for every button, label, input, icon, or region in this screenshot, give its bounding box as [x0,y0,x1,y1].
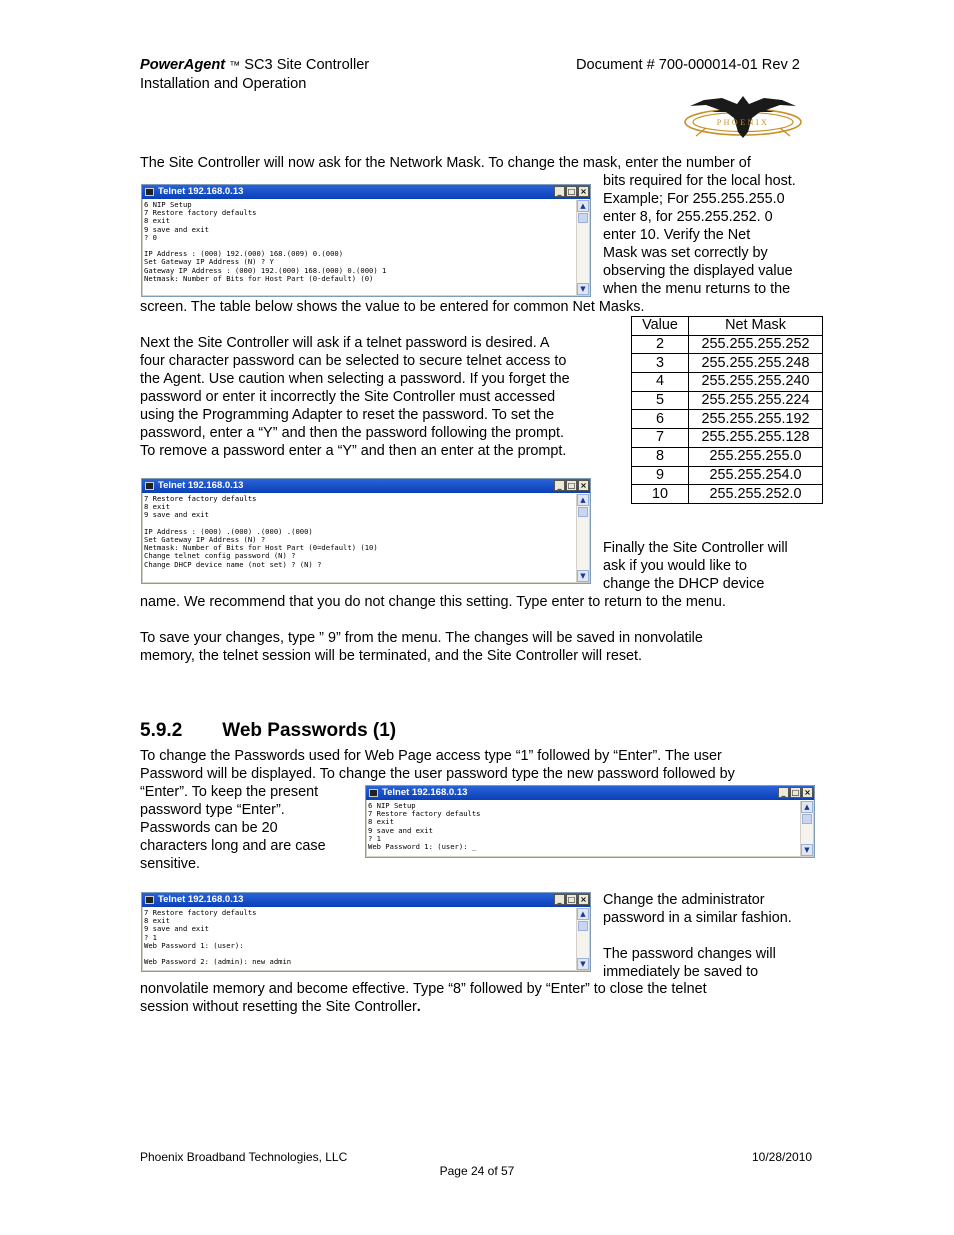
table-cell: 3 [632,354,689,373]
table-row [632,447,823,466]
console-line: IP Address : (000) 192.(000) 168.(009) 0.(000) [144,249,344,259]
netmask-para-line1: The Site Controller will now ask for the Network Mask. To change the mask, enter the number of [140,155,751,171]
telnet-title-bar[interactable] [366,786,814,800]
table-cell: 6 [632,410,689,429]
console-line: 6 NIP Setup [368,802,416,810]
footer-company: Phoenix Broadband Technologies, LLC [140,1150,348,1164]
telnet-window-web-password-1 [365,785,815,858]
closing-line: session without resetting the Site Controller [140,999,417,1015]
netmask-side-line: Mask was set correctly by [603,245,768,261]
telnet-app-icon [369,789,378,797]
admin-line: Change the administrator [603,892,765,908]
netmask-side-line: enter 8, for 255.255.252. 0 [603,209,773,225]
table-row [632,391,823,410]
console-line: 7 Restore factory defaults [144,909,257,917]
table-row [632,335,823,354]
intro-line: To change the Passwords used for Web Page access type “1” followed by “Enter”. The user [140,748,722,764]
product-name: PowerAgent [140,57,226,73]
document-header [140,56,369,93]
dhcp-side-line: ask if you would like to [603,558,747,574]
closing-period: . [416,999,421,1015]
minimize-icon[interactable]: _ [554,186,565,197]
side-line: “Enter”. To keep the present [140,784,319,800]
netmask-table [631,316,823,504]
console-line: Change DHCP device name (not set) ? (N) ? [144,559,322,569]
netmask-para-last: screen. The table below shows the value to be entered for common Net Masks. [140,299,645,315]
scroll-thumb[interactable] [802,814,812,824]
netmask-side-line: Example; For 255.255.255.0 [603,191,785,207]
web-password-intro [140,747,735,783]
netmask-side-text [603,172,796,298]
console-line: 9 save and exit [144,224,209,234]
table-row [632,354,823,373]
telnet-window-web-password-2 [141,892,591,972]
telnet-app-icon [145,188,154,196]
table-cell: 255.255.255.248 [689,354,823,373]
console-line: Netmask: Number of Bits for Host Part (0=default) (10) [144,543,378,553]
dhcp-para-last: name. We recommend that you do not change this setting. Type enter to return to the menu. [140,594,726,610]
document-subtitle: Installation and Operation [140,76,307,92]
telnet-scrollbar[interactable] [800,801,813,856]
telnet-scrollbar[interactable] [576,908,589,970]
telnet-window-password [141,478,591,584]
console-line: 8 exit [144,216,170,226]
telnet-console[interactable] [144,201,576,294]
telnet-title-bar[interactable] [142,479,590,493]
table-cell: 255.255.255.0 [689,447,823,466]
telnet-title-bar[interactable] [142,185,590,199]
console-line: 8 exit [368,817,394,827]
save-line: To save your changes, type ” 9” from the menu. The changes will be saved in nonvolatile [140,630,703,646]
console-line: IP Address : (000) .(000) .(000) .(000) [144,526,313,536]
scroll-down-icon[interactable]: ▼ [577,283,589,295]
table-cell: 10 [632,485,689,504]
console-line: Netmask: Number of Bits for Host Part (0-default) (0) [144,273,374,283]
netmask-side-line: when the menu returns to the [603,281,791,297]
console-line: 8 exit [144,916,170,926]
minimize-icon[interactable]: _ [778,787,789,798]
scroll-up-icon[interactable]: ▲ [577,494,589,506]
closing-paragraph [140,980,707,1016]
close-icon[interactable]: × [802,787,813,798]
table-cell: 255.255.255.128 [689,429,823,448]
console-line: 7 Restore factory defaults [144,208,257,218]
console-line: 7 Restore factory defaults [368,809,481,819]
table-cell: 255.255.255.192 [689,410,823,429]
dhcp-side-line: Finally the Site Controller will [603,540,788,556]
table-cell: 255.255.255.224 [689,391,823,410]
netmask-side-line: enter 10. Verify the Net [603,227,751,243]
telnet-app-icon [145,482,154,490]
section-number: 5.9.2 [140,720,183,741]
side-line: sensitive. [140,856,200,872]
telnet-title: Telnet 192.168.0.13 [158,480,244,491]
effect-line: The password changes will [603,946,776,962]
effect-line: immediately be saved to [603,964,759,980]
table-row [632,429,823,448]
product-rest: SC3 Site Controller [240,57,370,73]
telnet-title: Telnet 192.168.0.13 [158,186,244,197]
netmask-side-line: bits required for the local host. [603,173,796,189]
section-heading [140,720,396,742]
console-line: 7 Restore factory defaults [144,495,257,503]
scroll-up-icon[interactable]: ▲ [801,801,813,813]
password-line: password or enter it incorrectly the Site Controller must accessed [140,389,556,405]
intro-line: Password will be displayed. To change the user password type the new password followed by [140,766,735,782]
telnet-scrollbar[interactable] [576,494,589,582]
table-header: Value [632,317,689,336]
minimize-icon[interactable]: _ [554,894,565,905]
closing-line: nonvolatile memory and become effective. Type “8” followed by “Enter” to close the telnet [140,981,707,997]
scroll-thumb[interactable] [578,213,588,223]
side-line: characters long and are case [140,838,326,854]
document-number: Document # 700-000014-01 Rev 2 [576,57,800,73]
maximize-icon[interactable]: □ [567,187,576,196]
password-line: using the Programming Adapter to reset the password. To set the [140,407,555,423]
close-icon[interactable]: × [578,894,589,905]
netmask-side-line: observing the displayed value [603,263,793,279]
close-icon[interactable]: × [578,186,589,197]
table-cell: 4 [632,373,689,392]
save-paragraph [140,629,703,665]
table-cell: 255.255.252.0 [689,485,823,504]
minimize-icon[interactable]: _ [554,480,565,491]
scroll-thumb[interactable] [578,921,588,931]
table-cell: 8 [632,447,689,466]
console-line: 9 save and exit [144,924,209,934]
maximize-icon[interactable]: □ [567,895,576,904]
scroll-down-icon[interactable]: ▼ [577,570,589,582]
table-cell: 2 [632,335,689,354]
scroll-down-icon[interactable]: ▼ [577,958,589,970]
trademark: ™ [229,60,241,72]
telnet-window-netmask [141,184,591,297]
side-line: password type “Enter”. [140,802,285,818]
save-line: memory, the telnet session will be terminated, and the Site Controller will reset. [140,648,643,664]
console-line: Web Password 1: (user): _ [368,842,477,852]
close-icon[interactable]: × [578,480,589,491]
table-cell: 255.255.255.252 [689,335,823,354]
table-cell: 255.255.255.240 [689,373,823,392]
console-line: Gateway IP Address : (000) 192.(000) 168.(000) 0.(000) 1 [144,265,387,275]
section-title: Web Passwords (1) [222,720,397,741]
telnet-title-bar[interactable] [142,893,590,907]
table-cell: 9 [632,466,689,485]
console-line: ? 1 [368,833,381,843]
table-row [632,410,823,429]
admin-side-text [603,891,792,927]
password-line: four character password can be selected to secure telnet access to [140,353,567,369]
table-row [632,373,823,392]
console-line: 8 exit [144,502,170,512]
scroll-down-icon[interactable]: ▼ [801,844,813,856]
console-line: Set Gateway IP Address (N) ? Y [144,257,274,267]
table-row [632,485,823,504]
phoenix-logo [682,92,804,142]
password-line: password, enter a “Y” and then the password following the prompt. [140,425,564,441]
telnet-console[interactable] [144,909,576,969]
logo-text: PHOENIX [716,118,770,127]
telnet-title: Telnet 192.168.0.13 [382,787,468,798]
console-line: ? 1 [144,932,157,942]
table-header-row [632,317,823,336]
console-line: Web Password 2: (admin): new admin [144,957,292,967]
console-line: 6 NIP Setup [144,201,192,209]
table-cell: 7 [632,429,689,448]
telnet-console[interactable] [368,802,800,855]
table-cell: 5 [632,391,689,410]
console-line: Set Gateway IP Address (N) ? [144,535,266,545]
console-line: Change telnet config password (N) ? [144,551,296,561]
admin-line: password in a similar fashion. [603,910,792,926]
maximize-icon[interactable]: □ [567,481,576,490]
password-line: To remove a password enter a “Y” and then an enter at the prompt. [140,443,567,459]
console-line: ? 0 [144,232,157,242]
dhcp-side-line: change the DHCP device [603,576,765,592]
telnet-app-icon [145,896,154,904]
password-line: the Agent. Use caution when selecting a password. If you forget the [140,371,570,387]
footer-page-number: Page 24 of 57 [439,1164,515,1178]
password-line: Next the Site Controller will ask if a telnet password is desired. A [140,335,550,351]
dhcp-side-text [603,539,788,593]
table-header: Net Mask [689,317,823,336]
footer-date: 10/28/2010 [752,1150,813,1164]
console-line: Web Password 1: (user): [144,940,244,950]
password-paragraph [140,334,570,460]
side-line: Passwords can be 20 [140,820,278,836]
telnet-scrollbar[interactable] [576,200,589,295]
telnet-console[interactable] [144,495,576,581]
console-line: 9 save and exit [368,825,433,835]
table-row [632,466,823,485]
maximize-icon[interactable]: □ [791,788,800,797]
table-cell: 255.255.254.0 [689,466,823,485]
effect-side-text [603,945,776,981]
scroll-up-icon[interactable]: ▲ [577,908,589,920]
console-line: 9 save and exit [144,510,209,520]
web-password-side-text [140,783,326,873]
telnet-title: Telnet 192.168.0.13 [158,894,244,905]
scroll-up-icon[interactable]: ▲ [577,200,589,212]
scroll-thumb[interactable] [578,507,588,517]
